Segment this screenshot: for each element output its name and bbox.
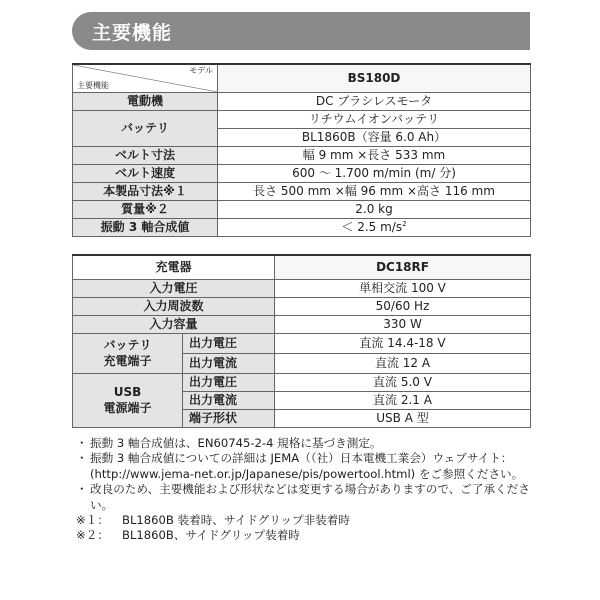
spec-row (73, 182, 531, 200)
spec-value (218, 218, 531, 236)
group-label-line: 電源端子 (103, 401, 152, 415)
group-sub-label: 端子形状 (183, 409, 275, 427)
footnote-mark: ※１： (76, 513, 109, 528)
charger-row (73, 279, 531, 297)
spec-label: ベルト速度 (73, 164, 218, 182)
spec-label: 電動機 (73, 92, 218, 110)
group-sub-value: USB A 型 (275, 409, 531, 427)
footnote (76, 513, 536, 528)
note-item (76, 436, 536, 451)
spec-value: 長さ 500 mm ×幅 96 mm ×高さ 116 mm (218, 182, 531, 200)
spec-row (73, 92, 531, 110)
footnote-mark: ※２： (76, 528, 109, 543)
note-text: 改良のため、主要機能および形状などは変更する場合がありますので、ご了承ください。 (90, 482, 530, 512)
spec-label: 本製品寸法※１ (73, 182, 218, 200)
note-bullet: ・ (76, 436, 88, 450)
notes (76, 436, 536, 544)
group-label-line: 充電端子 (103, 354, 152, 368)
battery-terminal-label (73, 333, 183, 373)
corner-model-label: モデル (189, 66, 213, 75)
charger-label: 充電器 (73, 255, 275, 279)
charger-group-row (73, 373, 531, 391)
note-bullet: ・ (76, 482, 88, 497)
spec-row (73, 164, 531, 182)
group-sub-label: 出力電流 (183, 353, 275, 373)
group-label-line: バッテリ (103, 338, 152, 352)
spec-row (73, 218, 531, 236)
spec-value: 2.0 kg (218, 200, 531, 218)
charger-row-value: 単相交流 100 V (275, 279, 531, 297)
charger-table (72, 254, 531, 428)
spec-label: 質量※２ (73, 200, 218, 218)
charger-row-label: 入力容量 (73, 315, 275, 333)
footnote-text: BL1860B 装着時、サイドグリップ非装着時 (122, 513, 350, 528)
note-item (76, 451, 536, 482)
spec-table (72, 63, 531, 237)
group-sub-value: 直流 5.0 V (275, 373, 531, 391)
group-sub-label: 出力電圧 (183, 373, 275, 391)
spec-row (73, 146, 531, 164)
group-sub-label: 出力電圧 (183, 333, 275, 353)
model-name: BS180D (218, 64, 531, 92)
note-bullet: ・ (76, 451, 88, 466)
charger-model: DC18RF (275, 255, 531, 279)
spec-value: BL1860B（容量 6.0 Ah） (218, 128, 531, 146)
charger-row-label: 入力電圧 (73, 279, 275, 297)
group-sub-value: 直流 12 A (275, 353, 531, 373)
note-text: 振動 3 軸合成値は、EN60745-2-4 規格に基づき測定。 (90, 436, 382, 450)
spec-value: リチウムイオンバッテリ (218, 110, 531, 128)
spec-label: バッテリ (73, 110, 218, 146)
vibration-exponent: 2 (402, 220, 407, 228)
group-sub-label: 出力電流 (183, 391, 275, 409)
spec-label: ベルト寸法 (73, 146, 218, 164)
footnote (76, 528, 536, 543)
corner-feature-label: 主要機能 (77, 80, 109, 90)
charger-row-value: 330 W (275, 315, 531, 333)
usb-terminal-label (73, 373, 183, 427)
note-item (76, 482, 536, 513)
spec-label: 振動 3 軸合成値 (73, 218, 218, 236)
group-sub-value: 直流 14.4-18 V (275, 333, 531, 353)
vibration-value: ＜ 2.5 m/s (341, 220, 403, 234)
footnote-text: BL1860B、サイドグリップ装着時 (122, 528, 300, 543)
group-sub-value: 直流 2.1 A (275, 391, 531, 409)
spec-header-row (73, 64, 531, 92)
charger-row-value: 50/60 Hz (275, 297, 531, 315)
spec-row (73, 110, 531, 128)
spec-value: 600 ～ 1.700 m/min (m/ 分) (218, 164, 531, 182)
charger-row (73, 297, 531, 315)
spec-row (73, 200, 531, 218)
charger-row (73, 315, 531, 333)
charger-group-row (73, 333, 531, 353)
group-label-line: USB (113, 385, 142, 399)
charger-header-row (73, 255, 531, 279)
spec-value: DC ブラシレスモータ (218, 92, 531, 110)
spec-value: 幅 9 mm ×長さ 533 mm (218, 146, 531, 164)
diagonal-corner-cell (73, 64, 218, 92)
charger-row-label: 入力周波数 (73, 297, 275, 315)
section-header (72, 12, 530, 50)
section-title: 主要機能 (92, 21, 173, 44)
note-text: 振動 3 軸合成値についての詳細は JEMA（（社）日本電機工業会）ウェブサイト：(http://www.jema-net.or.jp/Japanese/pis/powertool.html) をご参照ください。 (90, 451, 524, 481)
